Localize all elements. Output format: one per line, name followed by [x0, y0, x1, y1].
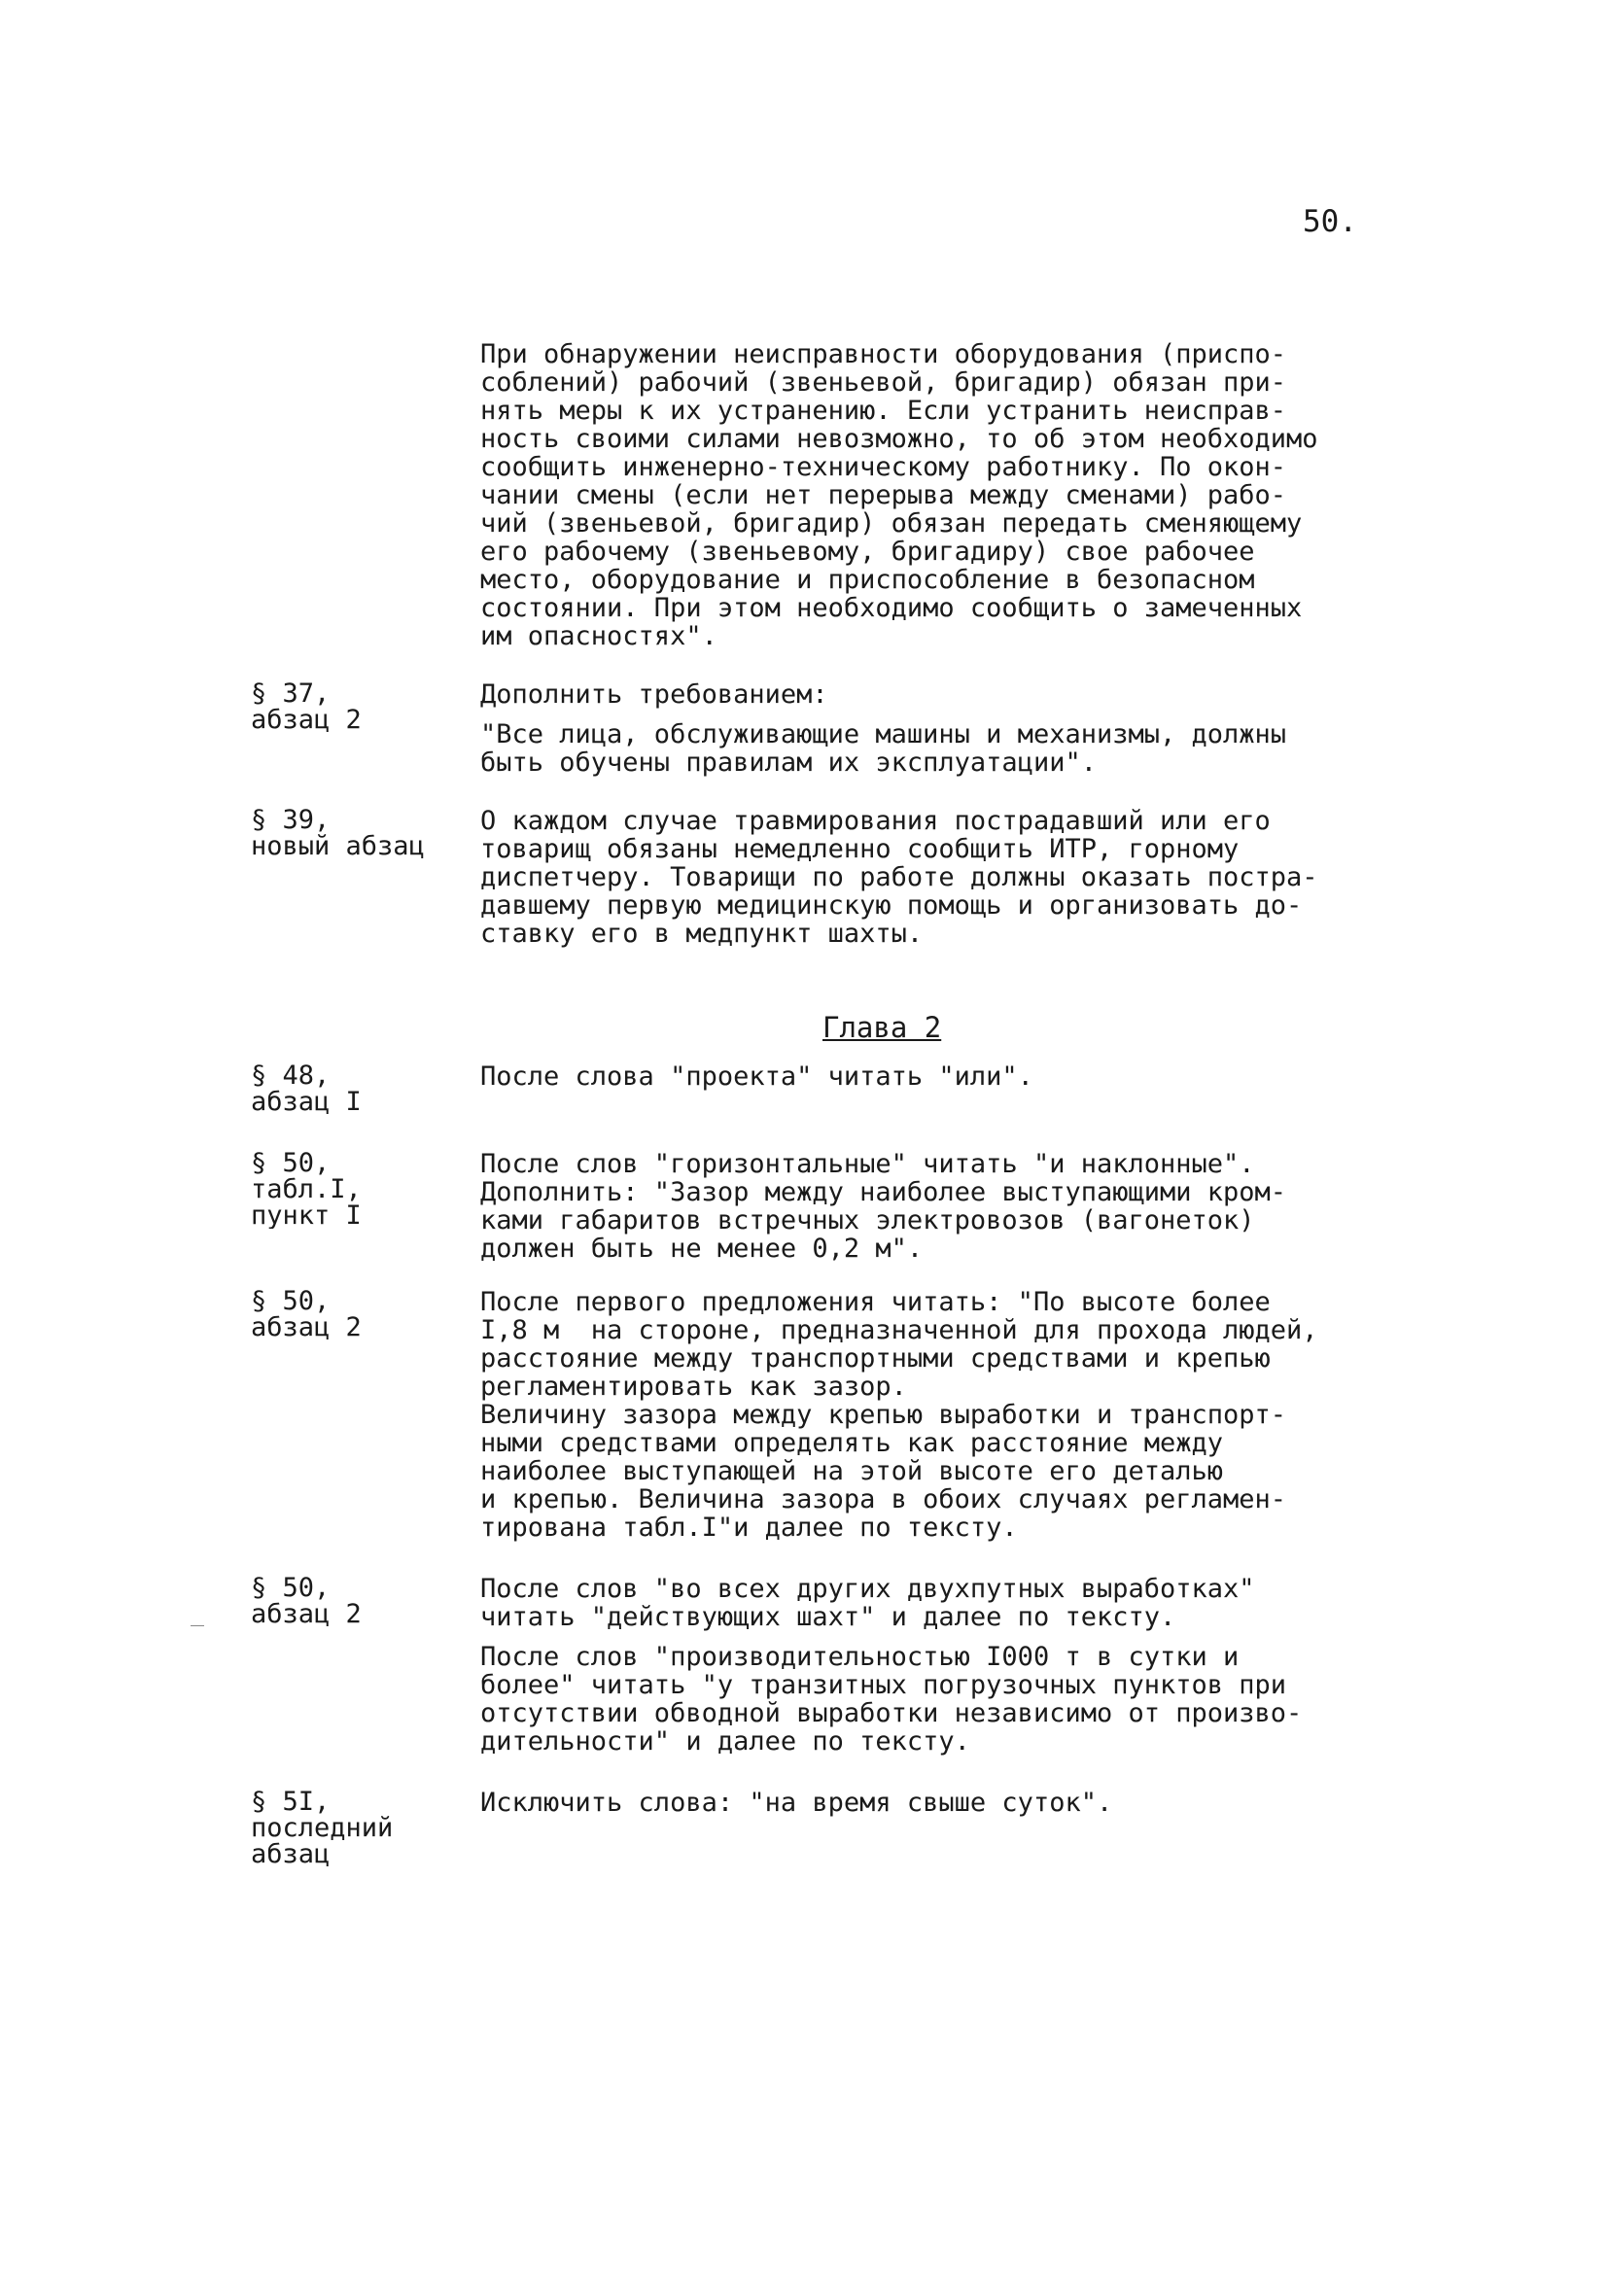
page-number: 50.: [1303, 204, 1357, 239]
text-line: нять меры к их устранению. Если устранить неисправ-: [480, 397, 1287, 425]
ref-line: § 37,: [251, 680, 331, 707]
text-line: После первого предложения читать: "По высоте более: [480, 1288, 1271, 1316]
text-line: ность своими силами невозможно, то об этом необходимо: [480, 425, 1318, 453]
section-reference: [251, 1575, 465, 1627]
ref-line: абзац: [251, 1841, 331, 1867]
text-line: и крепью. Величина зазора в обоих случаях регламен-: [480, 1485, 1287, 1513]
amendment-text: [480, 1575, 1394, 1756]
text-line: более" читать "у транзитных погрузочных пунктов при: [480, 1671, 1287, 1699]
section-reference: [251, 807, 465, 859]
text-line: место, оборудование и приспособление в безопасном: [480, 566, 1255, 594]
text-line: Дополнить: "Зазор между наиболее выступающими кром-: [480, 1178, 1287, 1206]
section-reference: [251, 1062, 465, 1115]
section-reference: [251, 1288, 465, 1340]
amendment-text: [480, 1062, 1394, 1091]
text-line: После слова "проекта" читать "или".: [480, 1062, 1033, 1091]
text-line: чании смены (если нет перерыва между сменами) рабо-: [480, 481, 1287, 509]
section-reference: [251, 1150, 465, 1229]
text-line: должен быть не менее 0,2 м".: [480, 1235, 924, 1263]
text-line: давшему первую медицинскую помощь и организовать до-: [480, 891, 1303, 920]
ref-line: § 50,: [251, 1288, 331, 1314]
chapter-heading: Глава 2: [822, 1011, 942, 1044]
text-line: ными средствами определять как расстояние между: [480, 1429, 1224, 1457]
scan-mark: [191, 1625, 204, 1626]
text-line: тирована табл.I"и далее по тексту.: [480, 1513, 1018, 1542]
ref-line: § 39,: [251, 807, 331, 833]
ref-line: § 48,: [251, 1062, 331, 1089]
ref-line: § 5I,: [251, 1789, 331, 1815]
ref-line: пункт I: [251, 1202, 362, 1229]
text-line: расстояние между транспортными средствами и крепью: [480, 1344, 1271, 1373]
ref-line: последний: [251, 1815, 394, 1841]
text-line: регламентировать как зазор.: [480, 1373, 907, 1401]
text-line: Исключить слова: "на время свыше суток".: [480, 1789, 1113, 1817]
text-line: состоянии. При этом необходимо сообщить о замеченных: [480, 594, 1303, 622]
text-line: им опасностях".: [480, 622, 717, 650]
section-reference: [251, 1789, 465, 1867]
text-line: отсутствии обводной выработки независимо от произво-: [480, 1699, 1303, 1727]
text-line: О каждом случае травмирования пострадавший или его: [480, 807, 1271, 835]
text-line: его рабочему (звеньевому, бригадиру) свое рабочее: [480, 538, 1255, 566]
amendment-text: [480, 1789, 1394, 1817]
ref-line: абзац I: [251, 1089, 362, 1115]
text-line: Дополнить требованием:: [480, 680, 828, 709]
text-line: При обнаружении неисправности оборудования (приспо-: [480, 340, 1287, 368]
text-line: быть обучены правилам их эксплуатации".: [480, 748, 1097, 777]
text-line: соблений) рабочий (звеньевой, бригадир) обязан при-: [480, 368, 1287, 397]
text-line: сообщить инженерно-техническому работнику. По окон-: [480, 453, 1287, 481]
text-line: После слов "производительностью I000 т в сутки и: [480, 1643, 1240, 1671]
amendment-text: [480, 1150, 1394, 1263]
ref-line: абзац 2: [251, 1601, 362, 1627]
intro-paragraph: [480, 340, 1394, 650]
amendment-text: [480, 680, 1394, 777]
ref-line: абзац 2: [251, 707, 362, 733]
text-line: наиболее выступающей на этой высоте его деталью: [480, 1457, 1224, 1485]
text-line: дительности" и далее по тексту.: [480, 1727, 970, 1756]
text-line: ставку его в медпункт шахты.: [480, 920, 924, 948]
text-line: товарищ обязаны немедленно сообщить ИТР, горному: [480, 835, 1240, 863]
text-line: После слов "во всех других двухпутных выработках": [480, 1575, 1255, 1603]
text-line: чий (звеньевой, бригадир) обязан передать сменяющему: [480, 509, 1303, 538]
text-line: читать "действующих шахт" и далее по тексту.: [480, 1603, 1176, 1631]
text-line: После слов "горизонтальные" читать "и наклонные".: [480, 1150, 1255, 1178]
text-line: I,8 м на стороне, предназначенной для прохода людей,: [480, 1316, 1318, 1344]
amendment-text: [480, 1288, 1394, 1542]
ref-line: § 50,: [251, 1150, 331, 1176]
ref-line: § 50,: [251, 1575, 331, 1601]
text-line: Величину зазора между крепью выработки и транспорт-: [480, 1401, 1287, 1429]
text-line: диспетчеру. Товарищи по работе должны оказать постра-: [480, 863, 1318, 891]
text-line: ками габаритов встречных электровозов (вагонеток): [480, 1206, 1255, 1235]
text-line: "Все лица, обслуживающие машины и механизмы, должны: [480, 720, 1287, 748]
amendment-text: [480, 807, 1394, 948]
section-reference: [251, 680, 465, 733]
ref-line: новый абзац: [251, 833, 425, 859]
ref-line: абзац 2: [251, 1314, 362, 1340]
ref-line: табл.I,: [251, 1176, 362, 1202]
